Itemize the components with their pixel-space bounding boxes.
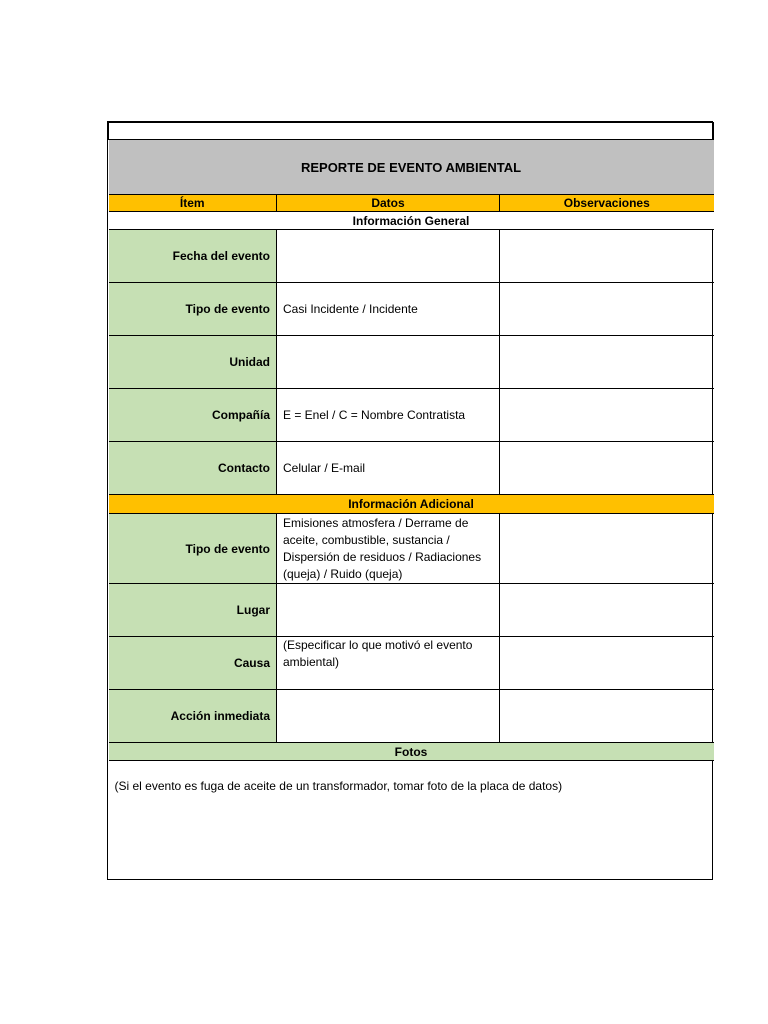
photos-note[interactable]: (Si el evento es fuga de aceite de un transformador, tomar foto de la placa de datos)	[109, 761, 714, 881]
top-blank-row	[109, 123, 714, 140]
column-header-datos: Datos	[277, 195, 500, 212]
photos-area-row	[109, 761, 714, 881]
section-general-title: Información General	[109, 212, 714, 230]
column-header-row	[109, 195, 714, 212]
form-row-compania	[109, 389, 714, 442]
form-row-lugar	[109, 584, 714, 637]
form-row-fecha	[109, 230, 714, 283]
form-row-accion	[109, 690, 714, 743]
field-obs-compania[interactable]	[500, 389, 714, 442]
field-obs-accion[interactable]	[500, 690, 714, 743]
form-row-causa	[109, 637, 714, 690]
form-title: REPORTE DE EVENTO AMBIENTAL	[109, 140, 714, 195]
field-label-accion: Acción inmediata	[109, 690, 277, 743]
field-obs-contacto[interactable]	[500, 442, 714, 495]
column-header-observaciones: Observaciones	[500, 195, 714, 212]
field-obs-unidad[interactable]	[500, 336, 714, 389]
field-value-accion[interactable]	[277, 690, 500, 743]
form-row-tipo-evento	[109, 283, 714, 336]
field-label-compania: Compañía	[109, 389, 277, 442]
section-additional-row	[109, 495, 714, 514]
field-label-contacto: Contacto	[109, 442, 277, 495]
section-photos-title: Fotos	[109, 743, 714, 761]
form-row-tipo-evento-adicional	[109, 514, 714, 584]
field-obs-causa[interactable]	[500, 637, 714, 690]
title-row	[109, 140, 714, 195]
field-obs-lugar[interactable]	[500, 584, 714, 637]
top-blank-cell	[109, 123, 714, 140]
report-form	[107, 121, 713, 880]
column-header-item: Ítem	[109, 195, 277, 212]
field-label-causa: Causa	[109, 637, 277, 690]
section-general-row	[109, 212, 714, 230]
field-label-tipo-evento-adicional: Tipo de evento	[109, 514, 277, 584]
field-label-fecha: Fecha del evento	[109, 230, 277, 283]
form-row-contacto	[109, 442, 714, 495]
field-value-tipo-evento[interactable]: Casi Incidente / Incidente	[277, 283, 500, 336]
field-label-unidad: Unidad	[109, 336, 277, 389]
field-obs-tipo-evento-adicional[interactable]	[500, 514, 714, 584]
field-value-unidad[interactable]	[277, 336, 500, 389]
field-value-compania[interactable]: E = Enel / C = Nombre Contratista	[277, 389, 500, 442]
field-obs-tipo-evento[interactable]	[500, 283, 714, 336]
form-row-unidad	[109, 336, 714, 389]
report-table	[108, 122, 714, 881]
section-photos-row	[109, 743, 714, 761]
field-value-contacto[interactable]: Celular / E-mail	[277, 442, 500, 495]
field-value-fecha[interactable]	[277, 230, 500, 283]
field-obs-fecha[interactable]	[500, 230, 714, 283]
field-label-tipo-evento: Tipo de evento	[109, 283, 277, 336]
section-additional-title: Información Adicional	[109, 495, 714, 514]
field-label-lugar: Lugar	[109, 584, 277, 637]
field-value-causa[interactable]: (Especificar lo que motivó el evento ambiental)	[277, 637, 500, 690]
field-value-lugar[interactable]	[277, 584, 500, 637]
field-value-tipo-evento-adicional[interactable]: Emisiones atmosfera / Derrame de aceite, combustible, sustancia / Dispersión de residuos / Radiaciones (queja) / Ruido (queja)	[277, 514, 500, 584]
